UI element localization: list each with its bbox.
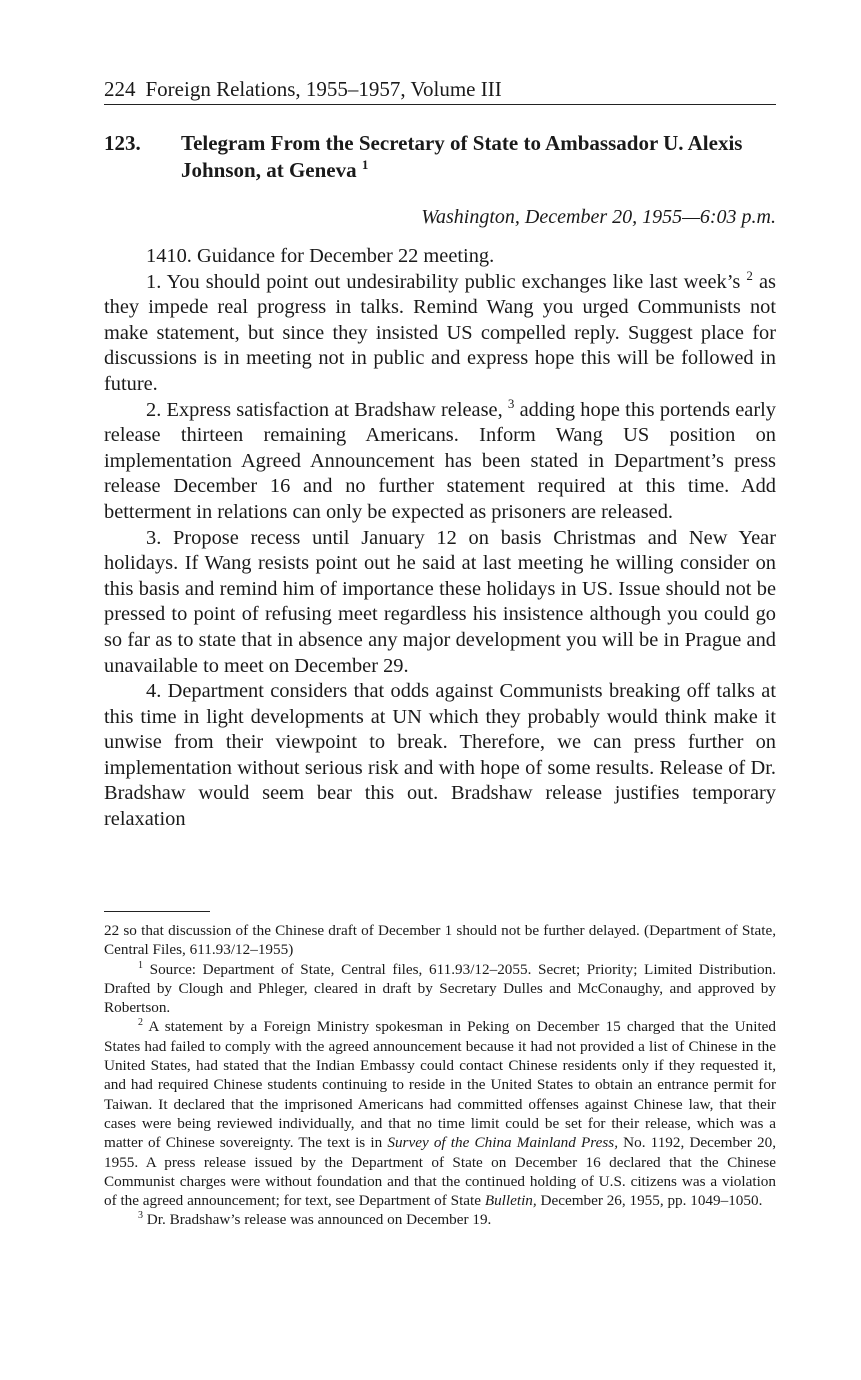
footnote-1: $^1$ Source: Department of State, Central files, 611.93/12–2055. Secret; Priority; Limited Distribution. Drafted by Clough and Phleger, cleared in draft by Secretary Dulles and McConaughy, and approved by Robertson. — [104, 959, 776, 1017]
footnote-continuation: 22 so that discussion of the Chinese draft of December 1 should not be further delayed. (Department of State, Central Files, 611.93/12–1955) — [104, 922, 776, 959]
paragraph-subject: 1410. Guidance for December 22 meeting. — [146, 245, 495, 267]
footnote-ref-3[interactable]: 3 — [507, 395, 515, 411]
footnote-ref-1[interactable]: 1 — [361, 157, 369, 172]
placeline: Washington, December 20, 1955—6:03 p.m. — [421, 206, 776, 228]
footnotes — [104, 921, 776, 1230]
paragraph-1: 1. You should point out undesirability public exchanges like last week’s $^2$ as they impede real progress in talks. Remind Wang you urged Communists not make statement, but since they insisted US compelled reply. Suggest place for discussions is in meeting not in public and express hope this will be followed in future. — [104, 267, 776, 395]
running-header — [104, 76, 776, 105]
running-title: Foreign Relations, 1955–1957, Volume III — [145, 77, 502, 101]
footnote-ref-2[interactable]: 2 — [746, 267, 753, 283]
paragraph-2: 2. Express satisfaction at Bradshaw release, $^3$ adding hope this portends early release thirteen remaining Americans. Inform Wang US position on implementation Agreed Announcement has been stated in Department’s press release December 16 and no further statement required at this time. Add betterment in relations can only be expected as prisoners are released. — [104, 395, 776, 523]
footnote-2: $^2$ A statement by a Foreign Ministry spokesman in Peking on December 15 charged that the United States had failed to comply with the agreed announcement because it had not provided a list of Chinese in the United States, had stated that the Indian Embassy could contact Chinese residents only if they requested it, and had required Chinese students continuing to reside in the United States to obtain an entrance permit for Taiwan. It declared that the imprisoned Americans had committed offenses against Chinese law, that their cases were being reviewed individually, and that no time limit could be set for their release, which was a matter of Chinese sovereignty. The text is in Survey of the China Mainland Press, No. 1192, December 20, 1955. A press release issued by the Department of State on December 16 declared that the Chinese Communist charges were without foundation and that the continued holding of U.S. citizens was a violation of the agreed announcement; for text, see Department of State Bulletin, December 26, 1955, pp. 1049–1050. — [104, 1017, 776, 1210]
document-title-text: Telegram From the Secretary of State to Ambassador U. Alexis Johnson, at Geneva — [181, 131, 743, 182]
page-number: 224 — [104, 77, 136, 101]
telegram-body — [104, 244, 776, 833]
footnote-3: $^3$ Dr. Bradshaw’s release was announced on December 19. — [138, 1210, 492, 1229]
document-number: 123. — [104, 131, 141, 155]
paragraph-3: 3. Propose recess until January 12 on basis Christmas and New Year holidays. If Wang resists point out he said at last meeting he willing consider on this basis and remind him of importance these holidays in US. Issue should not be pressed to point of refusing meet regardless his insistence although you could go so far as to state that in absence any major development you will be in Prague and unavailable to meet on December 29. — [104, 526, 776, 677]
paragraph-4: 4. Department considers that odds against Communists breaking off talks at this time in light developments at UN which they probably would think make it unwise from their viewpoint to break. Therefore, we can press further on implementation without serious risk and with hope of some results. Release of Dr. Bradshaw would seem bear this out. Bradshaw release justifies temporary relaxation — [104, 680, 776, 831]
document-title — [181, 130, 776, 184]
footnote-divider — [104, 911, 210, 912]
